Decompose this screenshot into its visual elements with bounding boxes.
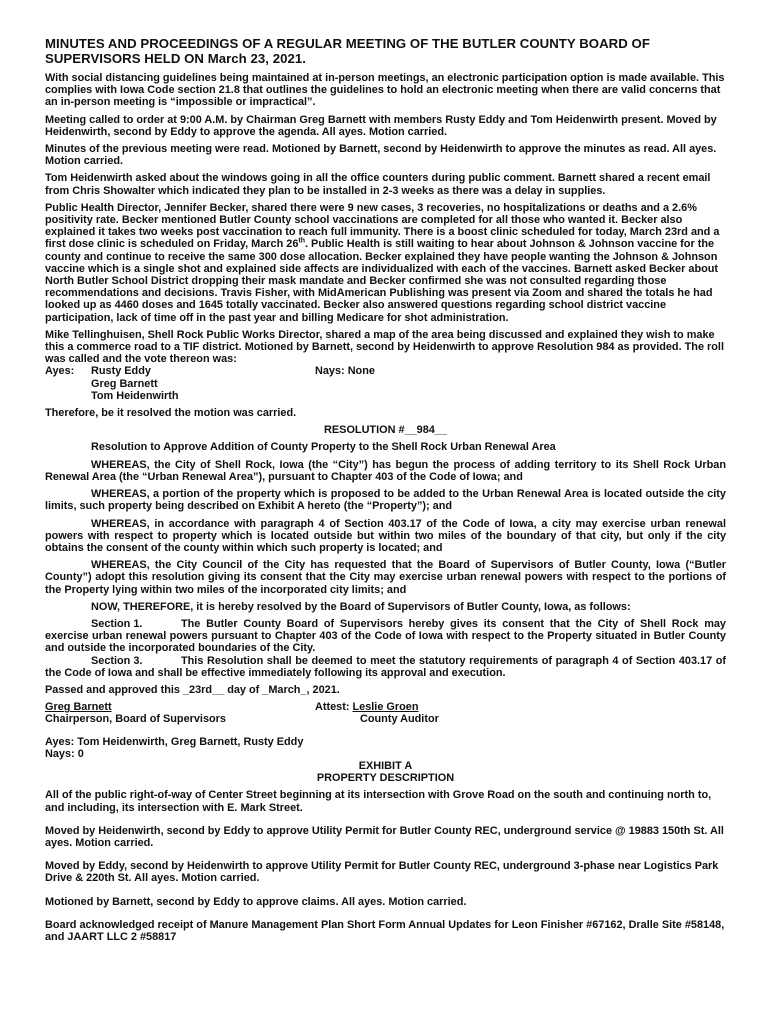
attest-label: Attest: bbox=[315, 701, 353, 714]
resolution-vote-ayes: Ayes: Tom Heidenwirth, Greg Barnett, Rusty Eddy bbox=[45, 735, 304, 748]
paragraph-claims: Motioned by Barnett, second by Eddy to approve claims. All ayes. Motion carried. bbox=[45, 895, 467, 908]
nays-none: Nays: None bbox=[315, 365, 375, 378]
chairperson-title: Chairperson, Board of Supervisors bbox=[45, 713, 226, 726]
paragraph-windows: Tom Heidenwirth asked about the windows going in all the office counters during public comment. Barnett shared a recent email from Chris Showalter which indicated they plan to be installed in 2-3 weeks as there was a delay in supplies. bbox=[45, 172, 711, 197]
superscript-th: th bbox=[298, 237, 305, 245]
section-1-text: The Butler County Board of Supervisors hereby gives its consent that the City of Shell Rock may exercise urban renewal powers pursuant to Chapter 403 of the Code of Iowa with respect to the Property situated in Butler County and outside the incorporated boundaries of the City. bbox=[45, 617, 726, 655]
whereas-clause: WHEREAS, a portion of the property which is proposed to be added to the Urban Renewal Area is located outside the city limits, such property being described on Exhibit A hereto (the “Property”); and bbox=[45, 488, 726, 513]
paragraph-call-to-order: Meeting called to order at 9:00 A.M. by Chairman Greg Barnett with members Rusty Eddy and Tom Heidenwirth present. Moved by Heidenwirth, second by Eddy to approve the agenda. All ayes. Motion carried. bbox=[45, 113, 717, 138]
paragraph-public-health bbox=[45, 202, 726, 324]
section-3-text: This Resolution shall be deemed to meet the statutory requirements of paragraph 4 of Section 403.17 of the Code of Iowa and shall be effective immediately following its approval and execution. bbox=[45, 654, 726, 679]
paragraph-tif bbox=[45, 329, 726, 402]
auditor-title: County Auditor bbox=[360, 713, 439, 726]
whereas-clause: WHEREAS, in accordance with paragraph 4 of Section 403.17 of the Code of Iowa, a city may exercise urban renewal powers with respect to property which is located outside but within two miles of the boundary of that city, but only if the city obtains the consent of the county within which such property is located; and bbox=[45, 517, 726, 554]
paragraph-permit-1: Moved by Heidenwirth, second by Eddy to approve Utility Permit for Butler County REC, underground service @ 19883 150th St. All ayes. Motion carried. bbox=[45, 824, 724, 849]
paragraph-previous-minutes: Minutes of the previous meeting were read. Motioned by Barnett, second by Heidenwirth to approve the minutes as read. All ayes. Motion carried. bbox=[45, 143, 717, 168]
public-health-text-1: Public Health Director, Jennifer Becker, shared there were 9 new cases, 3 recoveries, no hospitalizations or deaths and a 2.6% positivity rate. Becker mentioned Butler County school vaccinations are completed for all those who wanted it. Becker also explained it takes two weeks post vaccination to reach full immunity. There is a boost clinic scheduled for today, March 23rd and a first dose clinic is scheduled on Friday, March 26 bbox=[45, 201, 720, 251]
section-3 bbox=[45, 655, 726, 679]
auditor-signature: Leslie Groen bbox=[352, 701, 419, 714]
tif-text: Mike Tellinghuisen, Shell Rock Public Works Director, shared a map of the area being discussed and explained they wish to make this a commerce road to a TIF district. Motioned by Barnett, second by Heidenwirth to approve Resolution 984 as provided. The roll was called and the vote thereon was: bbox=[45, 328, 724, 366]
whereas-clause: WHEREAS, the City Council of the City has requested that the Board of Supervisors of Butler County, Iowa (“Butler County”) adopt this resolution giving its consent that the City may exercise urban renewal powers with respect to the portions of the Property lying within two miles of the incorporated city limits; and bbox=[45, 559, 726, 596]
section-3-label: Section 3. bbox=[91, 654, 143, 667]
paragraph-manure: Board acknowledged receipt of Manure Management Plan Short Form Annual Updates for Leon Finisher #67162, Dralle Site #58148, and JAART LLC 2 #58817 bbox=[45, 918, 725, 943]
ayes-name: Greg Barnett bbox=[91, 377, 158, 390]
passed-approved: Passed and approved this _23rd__ day of _March_, 2021. bbox=[45, 683, 340, 696]
roll-call-vote bbox=[45, 365, 726, 402]
now-therefore-clause: NOW, THEREFORE, it is hereby resolved by the Board of Supervisors of Butler County, Iowa, as follows: bbox=[91, 600, 631, 613]
whereas-clause: WHEREAS, the City of Shell Rock, Iowa (the “City”) has begun the process of adding territory to its Shell Rock Urban Renewal Area (the “Urban Renewal Area”), pursuant to Chapter 403 of the Code of Iowa; and bbox=[45, 458, 726, 483]
resolution-vote-nays: Nays: 0 bbox=[45, 747, 84, 760]
ayes-name: Tom Heidenwirth bbox=[91, 389, 179, 402]
paragraph-distancing: With social distancing guidelines being maintained at in-person meetings, an electronic participation option is made available. This complies with Iowa Code section 21.8 that outlines the guidelines to hold an electronic meeting when there are valid concerns that an in-person meeting is “impossible or impractical”. bbox=[45, 72, 725, 109]
ayes-label: Ayes: bbox=[45, 365, 75, 378]
section-1 bbox=[45, 618, 726, 655]
document-title: MINUTES AND PROCEEDINGS OF A REGULAR MEETING OF THE BUTLER COUNTY BOARD OF SUPERVISORS HELD ON March 23, 2021. bbox=[45, 36, 650, 66]
paragraph-permit-2: Moved by Eddy, second by Heidenwirth to approve Utility Permit for Butler County REC, underground 3-phase near Logistics Park Drive & 220th St. All ayes. Motion carried. bbox=[45, 860, 719, 885]
chairperson-signature: Greg Barnett bbox=[45, 701, 112, 714]
public-health-text-2: . Public Health is still waiting to hear about Johnson & Johnson vaccine for the county and continue to receive the same 300 dose allocation. Becker explained they have people wanting the Johnson & Johnson vaccine which is a single shot and explained side affects are individualized with each of the vaccines. Barnett asked Becker about North Butler School District dropping their mask mandate and Becker confirmed she was not consulted regarding those recommendations and decisions. Travis Fisher, with MidAmerican Publishing was present via Zoom and shared the totals he had looked up as 4460 doses and 1645 totally vaccinated. Becker also answered questions regarding school district vaccine participation, lack of time off in the past year and billing Medicare for shot administration. bbox=[45, 238, 719, 324]
resolution-heading: RESOLUTION #__984__ bbox=[324, 424, 447, 437]
exhibit-description: All of the public right-of-way of Center Street beginning at its intersection with Grove Road on the south and continuing north to, and including, its intersection with E. Mark Street. bbox=[45, 789, 712, 814]
signature-block bbox=[45, 701, 726, 725]
exhibit-subheading: PROPERTY DESCRIPTION bbox=[316, 772, 455, 785]
section-1-label: Section 1. bbox=[91, 617, 143, 630]
paragraph-therefore: Therefore, be it resolved the motion was carried. bbox=[45, 407, 297, 420]
resolution-subtitle: Resolution to Approve Addition of County Property to the Shell Rock Urban Renewal Area bbox=[91, 441, 556, 454]
ayes-name: Rusty Eddy bbox=[91, 365, 151, 378]
exhibit-heading: EXHIBIT A bbox=[358, 759, 413, 772]
